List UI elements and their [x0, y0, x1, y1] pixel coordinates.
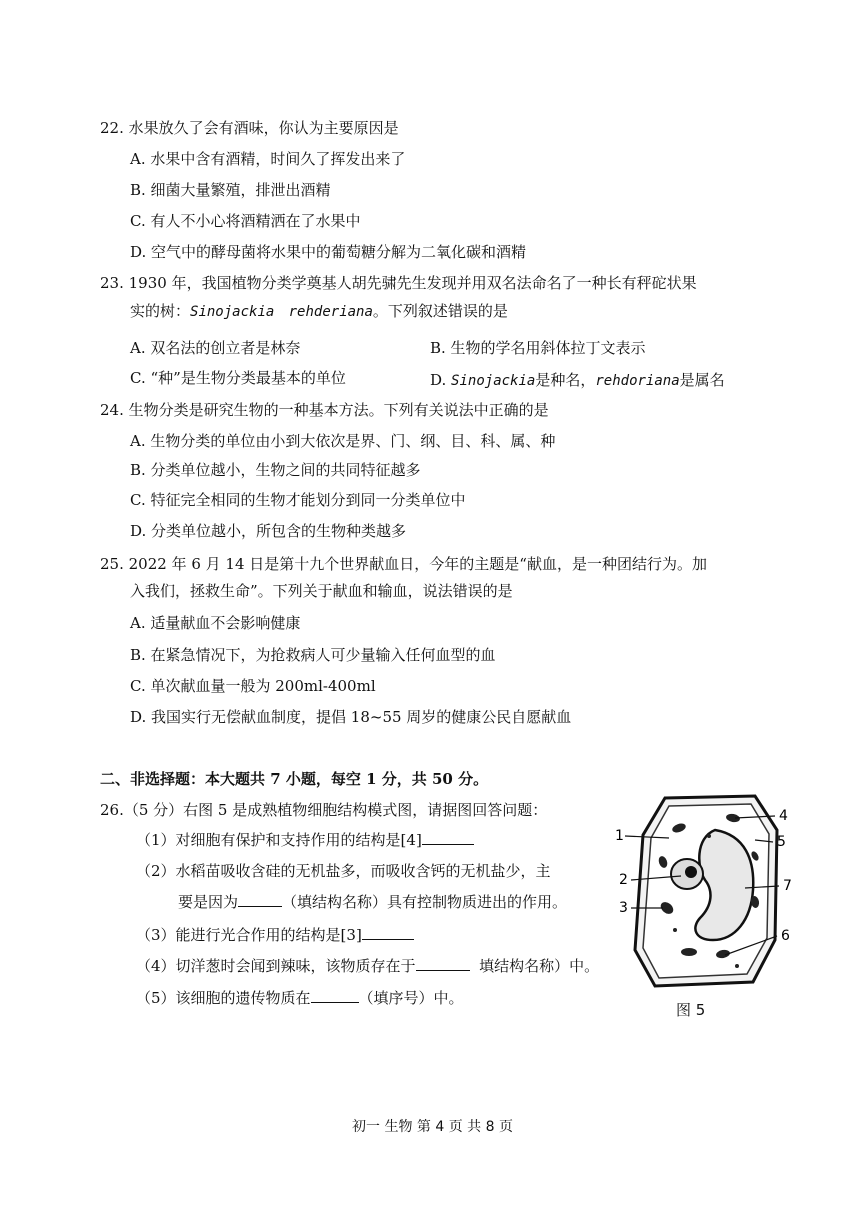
cell-label-3: 3: [619, 900, 628, 916]
cell-label-7: 7: [783, 878, 792, 894]
q23-option-d: [430, 370, 725, 391]
q23-option-d-genus: Sinojackia: [451, 373, 536, 389]
q26-part4: [136, 956, 599, 976]
q22-option-a: A. 水果中含有酒精，时间久了挥发出来了: [130, 150, 406, 168]
q23-stem-suffix: 。下列叙述错误的是: [372, 302, 508, 320]
q25-option-b: B. 在紧急情况下，为抢救病人可少量输入任何血型的血: [130, 646, 496, 664]
q24-option-a: A. 生物分类的单位由小到大依次是界、门、纲、目、科、属、种: [130, 432, 556, 450]
q26-part1: [136, 830, 474, 850]
q22-option-d: D. 空气中的酵母菌将水果中的葡萄糖分解为二氧化碳和酒精: [130, 243, 527, 261]
q26-part2-cont: [178, 892, 567, 912]
q23-stem-line2: [130, 301, 508, 322]
q26-stem: 26.（5 分）右图 5 是成熟植物细胞结构模式图，请据图回答问题：: [100, 801, 548, 819]
figure-caption: 图 5: [676, 1001, 706, 1019]
q25-option-c: C. 单次献血量一般为 200ml-400ml: [130, 677, 376, 695]
q25-stem-line2: 入我们，拯救生命”。下列关于献血和输血，说法错误的是: [130, 582, 513, 600]
cell-label-1: 1: [615, 828, 624, 844]
q26-part5-text: （5）该细胞的遗传物质在: [136, 989, 311, 1007]
nucleolus: [685, 866, 697, 878]
q26-part3-blank: [362, 925, 414, 940]
q26-part5: [136, 988, 464, 1008]
q23-stem-line1: 23. 1930 年，我国植物分类学奠基人胡先骕先生发现并用双名法命名了一种长有秤砣状果: [100, 274, 697, 292]
page-footer: 初一 生物 第 4 页 共 8 页: [352, 1119, 513, 1135]
cell-label-4: 4: [779, 808, 788, 824]
q25-stem-line1: 25. 2022 年 6 月 14 日是第十九个世界献血日，今年的主题是“献血，是一种团结行为。加: [100, 555, 707, 573]
q23-option-d-label: D.: [430, 371, 447, 389]
q23-genus: Sinojackia: [190, 304, 275, 320]
q23-stem-prefix: 实的树：: [130, 302, 191, 320]
q26-part5-suffix: （填序号）中。: [358, 989, 464, 1007]
q26-part3-text: （3）能进行光合作用的结构是[3]: [136, 926, 362, 944]
q26-part2-blank: [238, 892, 282, 907]
q25-option-d: D. 我国实行无偿献血制度，提倡 18~55 周岁的健康公民自愿献血: [130, 708, 572, 726]
q26-part2-suffix: （填结构名称）具有控制物质进出的作用。: [282, 893, 568, 911]
q26-part4-suffix: 填结构名称）中。: [479, 957, 600, 975]
cell-label-5: 5: [777, 834, 786, 850]
q23-option-a: A. 双名法的创立者是林奈: [130, 339, 301, 357]
q26-part3: [136, 925, 414, 945]
q26-part4-blank: [416, 956, 470, 971]
q26-part4-text: （4）切洋葱时会闻到辣味，该物质存在于: [136, 957, 416, 975]
cell-label-6: 6: [781, 928, 790, 944]
q22-stem: 22. 水果放久了会有酒味，你认为主要原因是: [100, 119, 399, 137]
q24-option-b: B. 分类单位越小，生物之间的共同特征越多: [130, 461, 421, 479]
chloroplast: [681, 948, 697, 956]
plant-cell-diagram: [605, 790, 805, 995]
q26-part1-text: （1）对细胞有保护和支持作用的结构是[4]: [136, 831, 422, 849]
q22-option-b: B. 细菌大量繁殖，排泄出酒精: [130, 181, 331, 199]
q26-part2-prefix: 要是因为: [178, 893, 239, 911]
q23-option-d-species: rehdoriana: [595, 373, 680, 389]
q23-option-b: B. 生物的学名用斜体拉丁文表示: [430, 339, 646, 357]
q26-part1-blank: [422, 830, 474, 845]
q23-option-c: C. “种”是生物分类最基本的单位: [130, 369, 346, 387]
q24-option-c: C. 特征完全相同的生物才能划分到同一分类单位中: [130, 491, 466, 509]
q23-species: rehderiana: [288, 304, 373, 320]
q24-option-d: D. 分类单位越小，所包含的生物种类越多: [130, 522, 407, 540]
q24-stem: 24. 生物分类是研究生物的一种基本方法。下列有关说法中正确的是: [100, 401, 549, 419]
q26-part2: （2）水稻苗吸收含硅的无机盐多，而吸收含钙的无机盐少，主: [136, 862, 551, 880]
q22-option-c: C. 有人不小心将酒精洒在了水果中: [130, 212, 361, 230]
q23-option-d-suffix: 是属名: [679, 371, 725, 389]
cell-label-2: 2: [619, 872, 628, 888]
section-2-title: 二、非选择题：本大题共 7 小题，每空 1 分，共 50 分。: [100, 770, 489, 788]
q23-option-d-mid: 是种名，: [535, 371, 596, 389]
q25-option-a: A. 适量献血不会影响健康: [130, 614, 301, 632]
q26-part5-blank: [311, 988, 359, 1003]
